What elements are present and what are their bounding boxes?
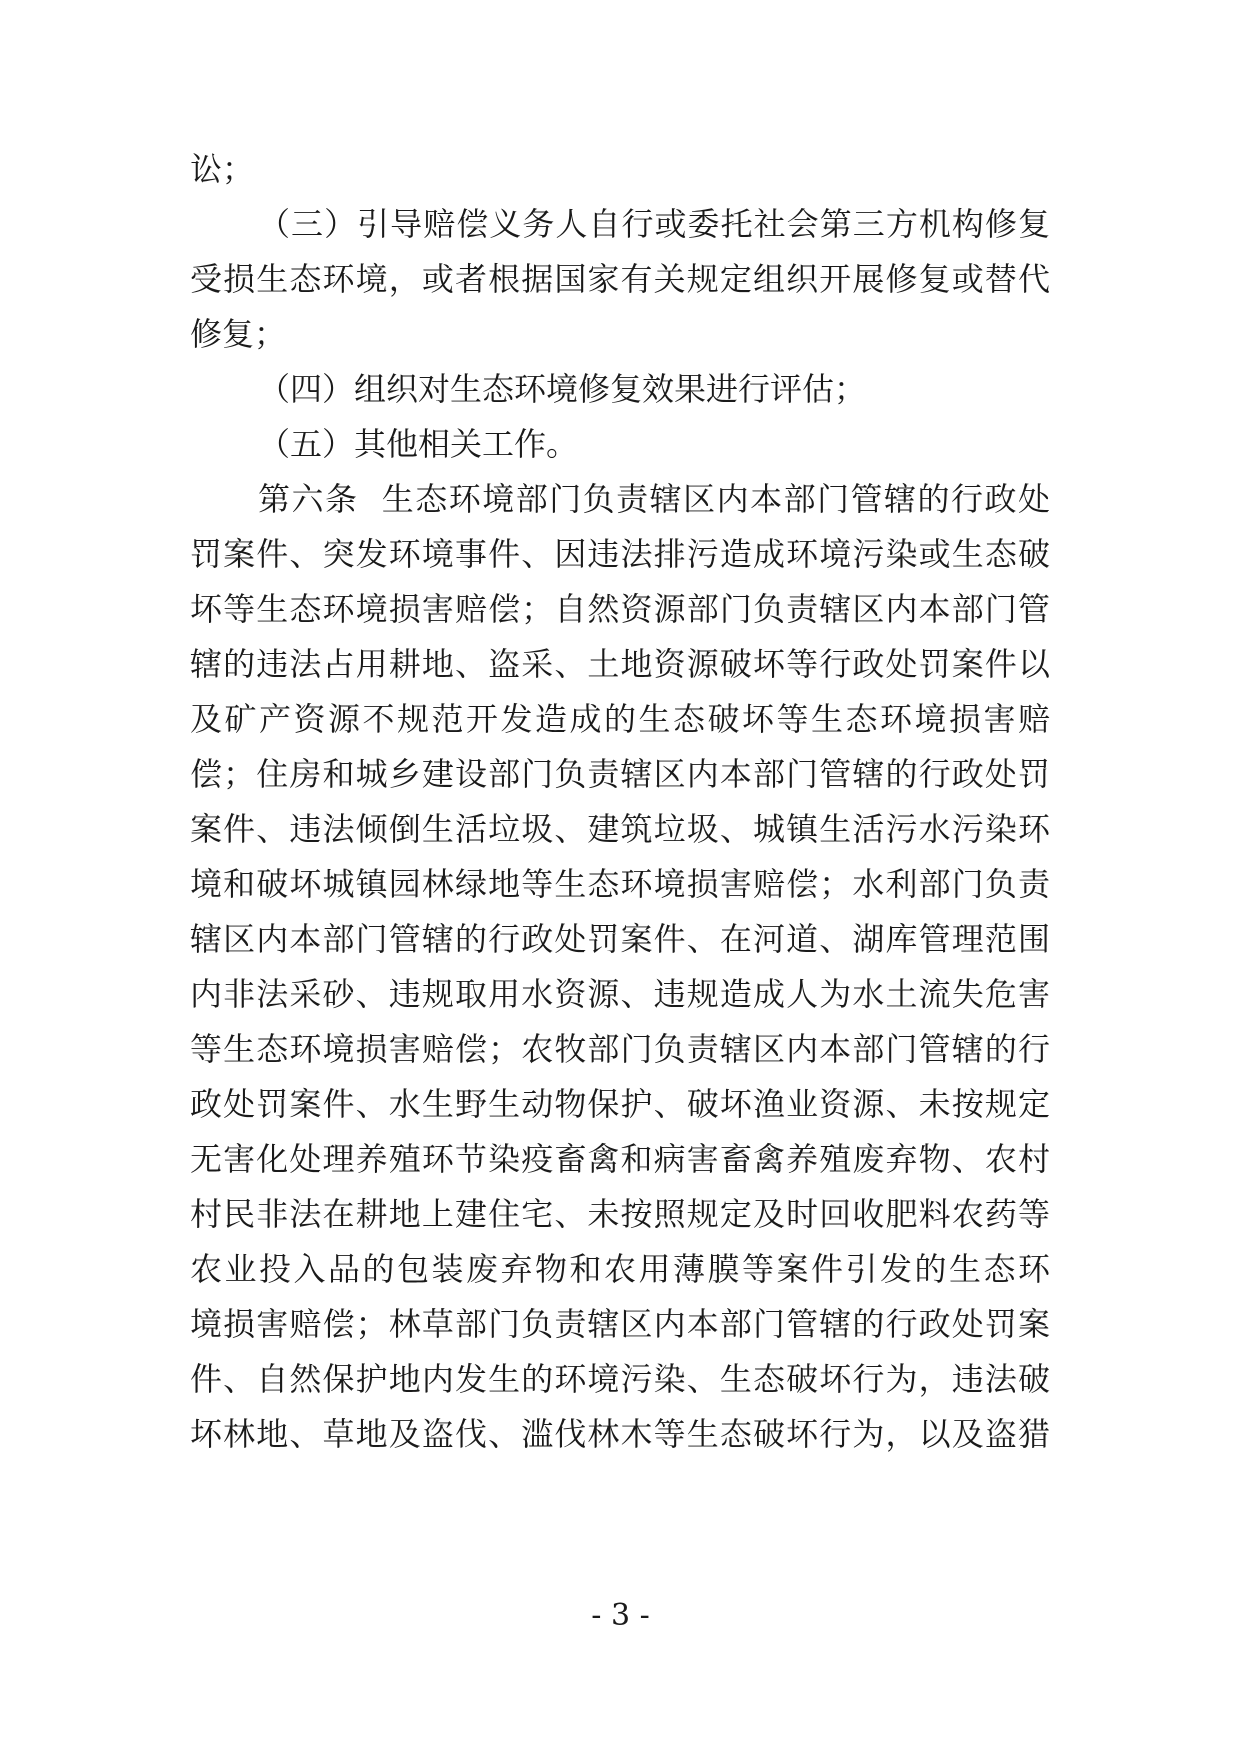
text-line: （五）其他相关工作。 — [258, 425, 579, 463]
text-line: 等生态环境损害赔偿；农牧部门负责辖区内本部门管辖的行 — [190, 1030, 1050, 1068]
text-line: 案件、违法倾倒生活垃圾、建筑垃圾、城镇生活污水污染环 — [190, 810, 1050, 848]
text-line: 罚案件、突发环境事件、因违法排污造成环境污染或生态破 — [190, 535, 1050, 573]
text-line: 无害化处理养殖环节染疫畜禽和病害畜禽养殖废弃物、农村 — [190, 1140, 1050, 1178]
text-line: 境损害赔偿；林草部门负责辖区内本部门管辖的行政处罚案 — [190, 1305, 1050, 1343]
text-line: 及矿产资源不规范开发造成的生态破坏等生态环境损害赔 — [190, 700, 1050, 738]
text-line: 政处罚案件、水生野生动物保护、破坏渔业资源、未按规定 — [190, 1085, 1050, 1123]
text-line: 境和破坏城镇园林绿地等生态环境损害赔偿；水利部门负责 — [190, 865, 1050, 903]
text-line: 农业投入品的包装废弃物和农用薄膜等案件引发的生态环 — [190, 1250, 1050, 1288]
text-line: （四）组织对生态环境修复效果进行评估； — [258, 370, 867, 408]
page-number: - 3 - — [591, 1598, 650, 1633]
text-line: 讼； — [190, 150, 255, 188]
text-line: 坏等生态环境损害赔偿；自然资源部门负责辖区内本部门管 — [190, 590, 1050, 628]
text-line: 修复； — [190, 315, 287, 353]
text-line: 受损生态环境，或者根据国家有关规定组织开展修复或替代 — [190, 260, 1050, 298]
text-line: 辖的违法占用耕地、盗采、土地资源破坏等行政处罚案件以 — [190, 645, 1050, 683]
text-line: 内非法采砂、违规取用水资源、违规造成人为水土流失危害 — [190, 975, 1050, 1013]
text-line: 坏林地、草地及盗伐、滥伐林木等生态破坏行为，以及盗猎 — [190, 1415, 1050, 1453]
text-line: 件、自然保护地内发生的环境污染、生态破坏行为，违法破 — [190, 1360, 1050, 1398]
text-line: 辖区内本部门管辖的行政处罚案件、在河道、湖库管理范围 — [190, 920, 1050, 958]
article-heading-line: 第六条 生态环境部门负责辖区内本部门管辖的行政处 — [258, 480, 1050, 518]
text-line: 偿；住房和城乡建设部门负责辖区内本部门管辖的行政处罚 — [190, 755, 1050, 793]
text-line: 村民非法在耕地上建住宅、未按照规定及时回收肥料农药等 — [190, 1195, 1050, 1233]
text-line: （三）引导赔偿义务人自行或委托社会第三方机构修复 — [258, 205, 1050, 243]
